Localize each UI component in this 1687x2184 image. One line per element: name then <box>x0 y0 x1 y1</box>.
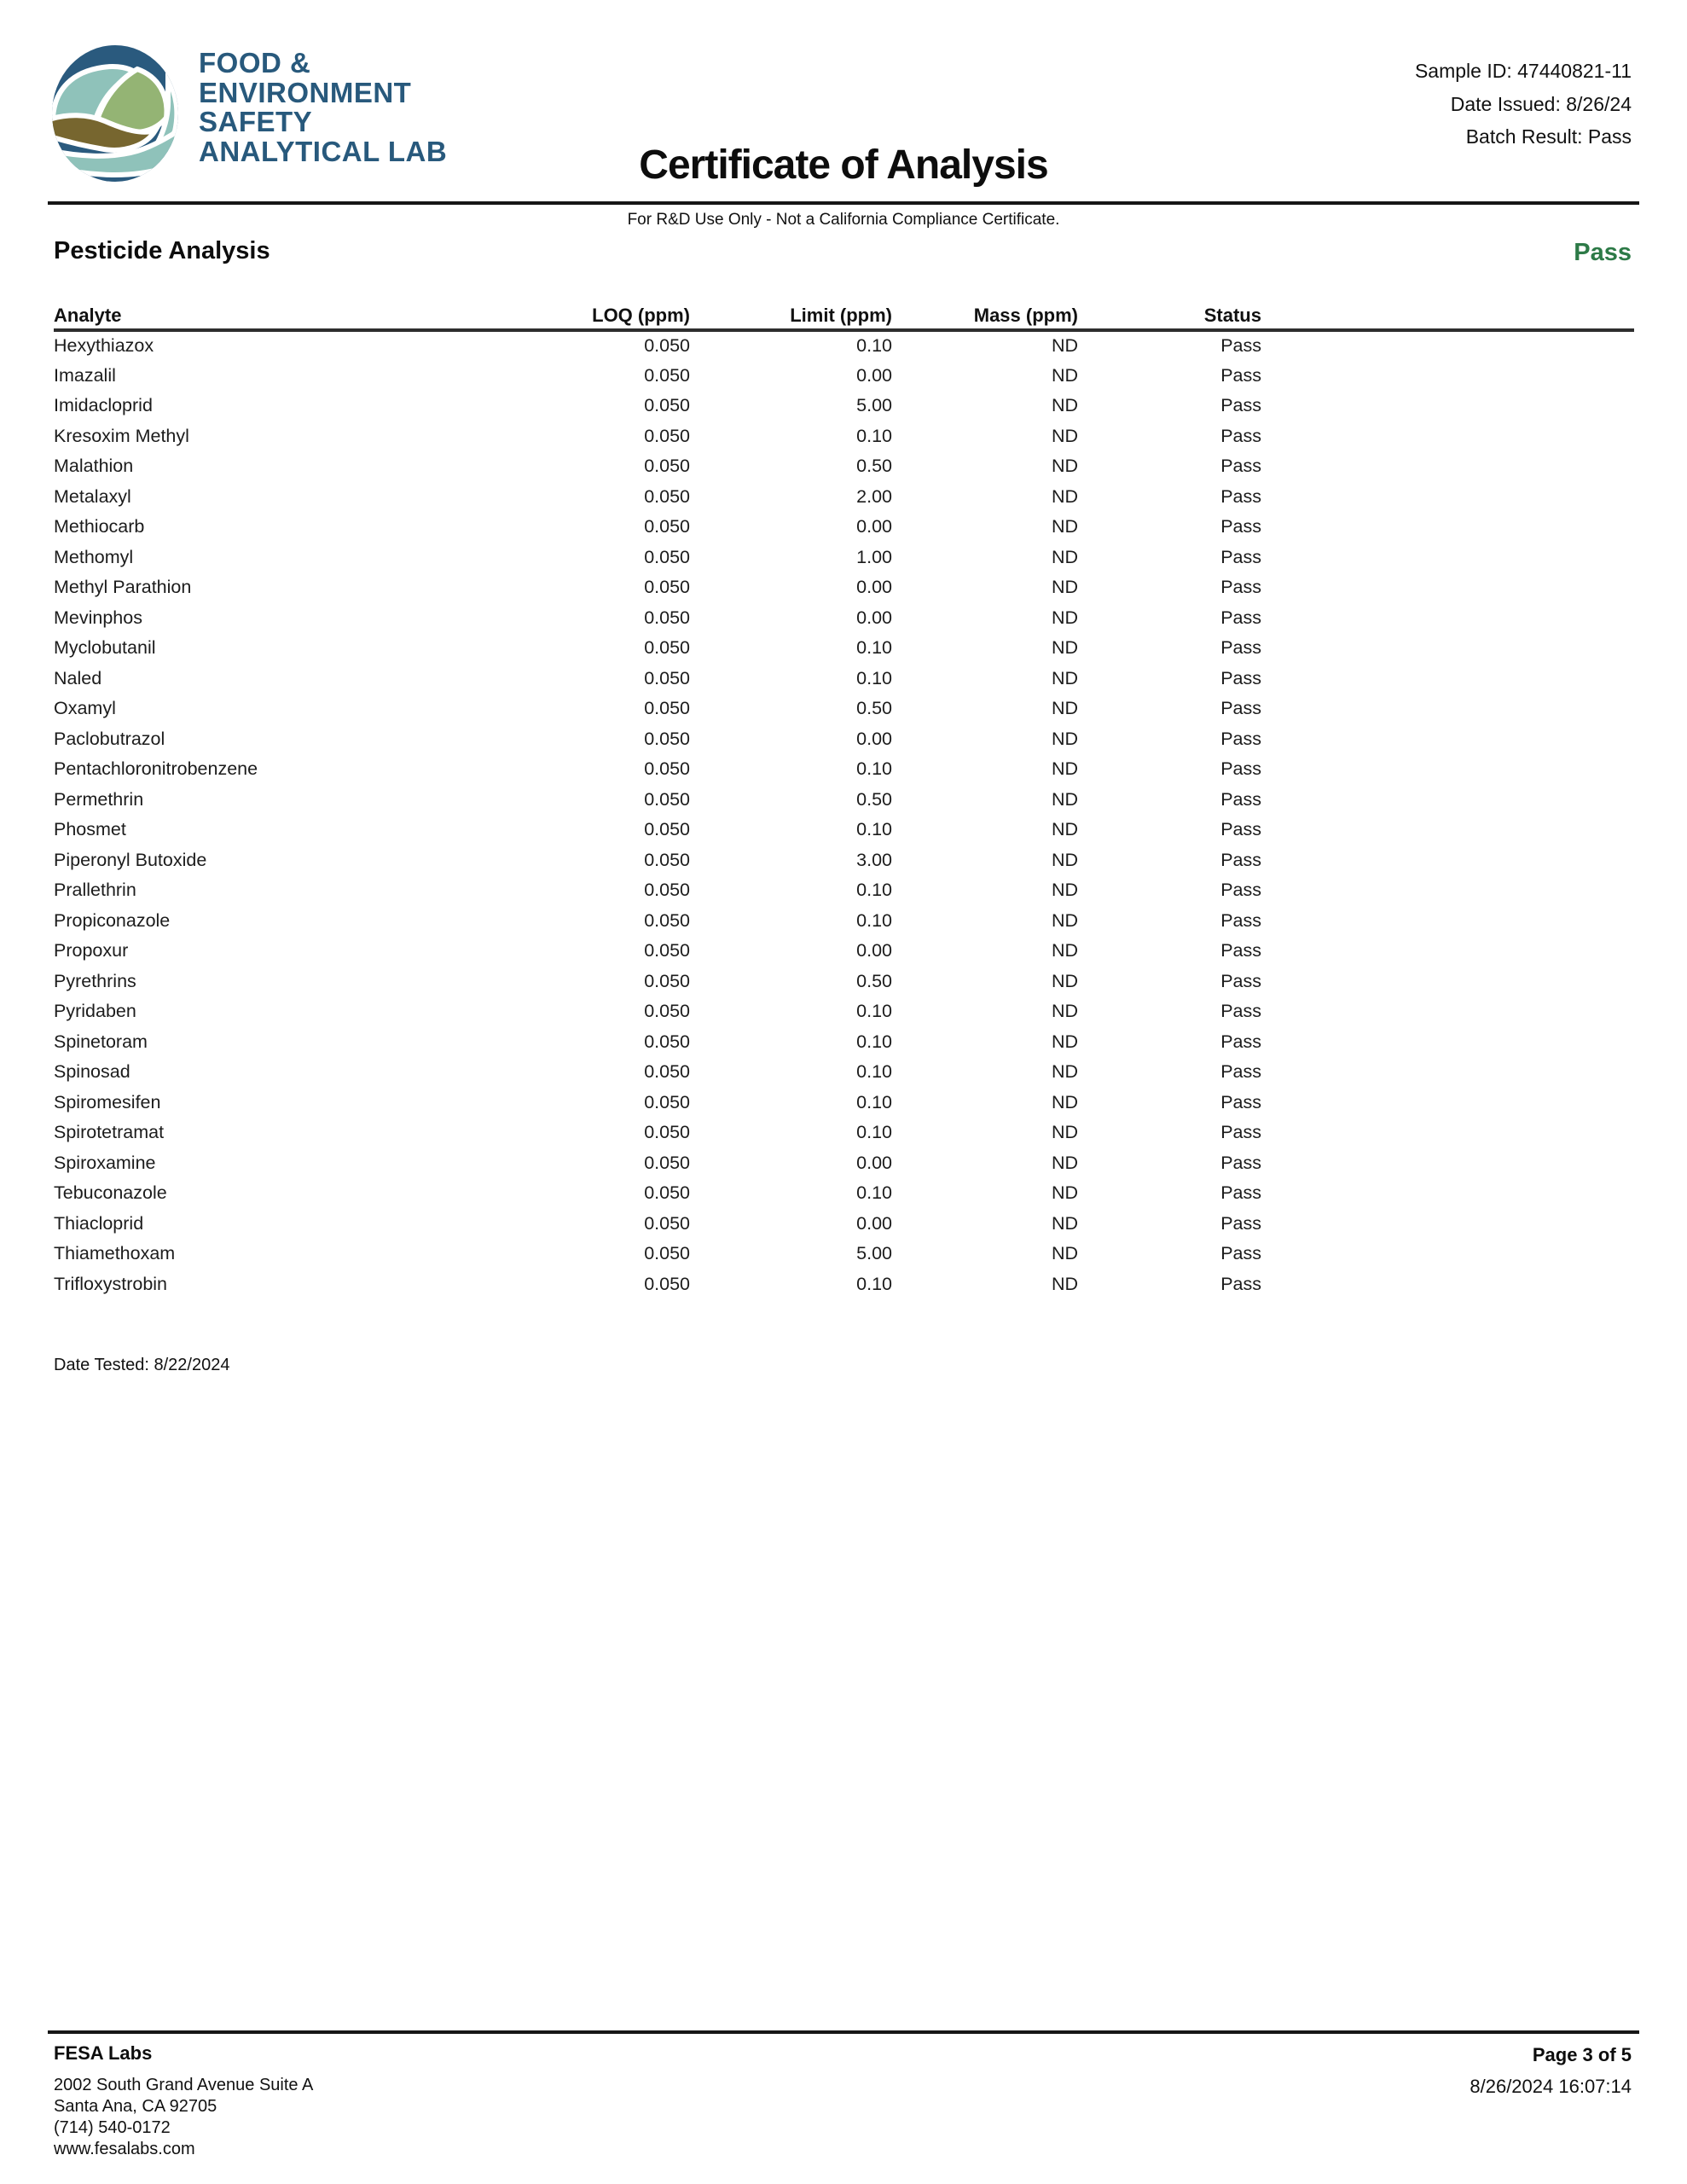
status-value: Pass <box>1220 940 1261 961</box>
table-row <box>54 391 1634 421</box>
limit-value: 0.50 <box>856 456 892 477</box>
date-tested: Date Tested: 8/22/2024 <box>54 1356 230 1374</box>
column-header-mass: Mass (ppm) <box>892 303 1078 330</box>
row-filler <box>1261 512 1634 543</box>
limit-value: 0.50 <box>856 788 892 810</box>
analyte-name: Methyl Parathion <box>54 577 192 598</box>
loq-value: 0.050 <box>644 516 690 537</box>
table-row <box>54 633 1634 664</box>
limit-value: 0.00 <box>856 940 892 961</box>
loq-value: 0.050 <box>644 456 690 477</box>
table-row <box>54 1088 1634 1118</box>
mass-value: ND <box>1051 516 1078 537</box>
status-value: Pass <box>1220 970 1261 991</box>
status-value: Pass <box>1220 819 1261 840</box>
loq-value: 0.050 <box>644 667 690 688</box>
loq-value: 0.050 <box>644 607 690 628</box>
row-filler <box>1261 664 1634 694</box>
analyte-table <box>54 303 1634 1299</box>
table-row <box>54 664 1634 694</box>
loq-value: 0.050 <box>644 1273 690 1294</box>
loq-value: 0.050 <box>644 637 690 659</box>
batch-result: Batch Result: Pass <box>1465 125 1632 148</box>
loq-value: 0.050 <box>644 1001 690 1022</box>
mass-value: ND <box>1051 909 1078 931</box>
footer-phone: (714) 540-0172 <box>54 2118 171 2137</box>
mass-value: ND <box>1051 880 1078 901</box>
row-filler <box>1261 875 1634 906</box>
loq-value: 0.050 <box>644 1212 690 1234</box>
analyte-name: Spiromesifen <box>54 1091 161 1112</box>
table-header-row <box>54 303 1634 330</box>
limit-value: 0.10 <box>856 1001 892 1022</box>
row-filler <box>1261 1057 1634 1088</box>
mass-value: ND <box>1051 698 1078 719</box>
loq-value: 0.050 <box>644 940 690 961</box>
mass-value: ND <box>1051 728 1078 749</box>
status-value: Pass <box>1220 577 1261 598</box>
mass-value: ND <box>1051 758 1078 780</box>
mass-value: ND <box>1051 335 1078 357</box>
table-row <box>54 451 1634 482</box>
analyte-name: Prallethrin <box>54 880 136 901</box>
mass-value: ND <box>1051 1273 1078 1294</box>
mass-value: ND <box>1051 485 1078 507</box>
status-value: Pass <box>1220 516 1261 537</box>
row-filler <box>1261 543 1634 573</box>
status-value: Pass <box>1220 849 1261 870</box>
table-row <box>54 1269 1634 1300</box>
analyte-name: Permethrin <box>54 788 144 810</box>
sample-id: Sample ID: 47440821-11 <box>1414 60 1632 82</box>
analyte-name: Spinosad <box>54 1061 130 1083</box>
row-filler <box>1261 967 1634 997</box>
analyte-name: Propiconazole <box>54 909 171 931</box>
limit-value: 0.00 <box>856 516 892 537</box>
analyte-name: Paclobutrazol <box>54 728 165 749</box>
status-value: Pass <box>1220 607 1261 628</box>
mass-value: ND <box>1051 395 1078 416</box>
limit-value: 2.00 <box>856 485 892 507</box>
analyte-name: Trifloxystrobin <box>54 1273 168 1294</box>
table-row <box>54 482 1634 513</box>
table-row <box>54 694 1634 724</box>
row-filler <box>1261 421 1634 452</box>
limit-value: 0.10 <box>856 637 892 659</box>
page-number: Page 3 of 5 <box>1532 2044 1632 2065</box>
footer-address <box>54 2075 313 2160</box>
analyte-name: Piperonyl Butoxide <box>54 849 207 870</box>
footer-page-info <box>1470 2044 1632 2098</box>
analyte-name: Propoxur <box>54 940 129 961</box>
table-row <box>54 603 1634 634</box>
analyte-name: Spiroxamine <box>54 1152 156 1173</box>
loq-value: 0.050 <box>644 849 690 870</box>
limit-value: 0.10 <box>856 1122 892 1143</box>
table-row <box>54 421 1634 452</box>
loq-value: 0.050 <box>644 1122 690 1143</box>
analyte-name: Phosmet <box>54 819 126 840</box>
mass-value: ND <box>1051 940 1078 961</box>
analyte-name: Pyrethrins <box>54 970 136 991</box>
loq-value: 0.050 <box>644 728 690 749</box>
analyte-name: Malathion <box>54 456 134 477</box>
row-filler <box>1261 633 1634 664</box>
analyte-name: Pyridaben <box>54 1001 136 1022</box>
analyte-name: Oxamyl <box>54 698 116 719</box>
limit-value: 0.10 <box>856 1031 892 1052</box>
limit-value: 0.00 <box>856 607 892 628</box>
table-row <box>54 815 1634 845</box>
document-subtitle: For R&D Use Only - Not a California Compliance Certificate. <box>627 211 1060 229</box>
analyte-name: Kresoxim Methyl <box>54 425 189 446</box>
column-header-status: Status <box>1078 303 1261 330</box>
status-value: Pass <box>1220 880 1261 901</box>
row-filler <box>1261 361 1634 392</box>
table-row <box>54 724 1634 755</box>
loq-value: 0.050 <box>644 1031 690 1052</box>
logo-line-1: FOOD & <box>199 47 311 78</box>
status-value: Pass <box>1220 758 1261 780</box>
row-filler <box>1261 1178 1634 1209</box>
limit-value: 0.10 <box>856 1273 892 1294</box>
table-row <box>54 1239 1634 1269</box>
row-filler <box>1261 1269 1634 1300</box>
analyte-name: Spinetoram <box>54 1031 148 1052</box>
footer-lab-info <box>54 2042 313 2160</box>
analyte-name: Naled <box>54 667 102 688</box>
status-value: Pass <box>1220 667 1261 688</box>
mass-value: ND <box>1051 1122 1078 1143</box>
status-value: Pass <box>1220 728 1261 749</box>
table-row <box>54 1057 1634 1088</box>
row-filler <box>1261 603 1634 634</box>
column-header-loq: LOQ (ppm) <box>565 303 690 330</box>
mass-value: ND <box>1051 1001 1078 1022</box>
row-filler <box>1261 936 1634 967</box>
footer-address-line-1: 2002 South Grand Avenue Suite A <box>54 2076 314 2094</box>
logo-line-4: ANALYTICAL LAB <box>199 135 448 167</box>
mass-value: ND <box>1051 425 1078 446</box>
table-row <box>54 1148 1634 1179</box>
loq-value: 0.050 <box>644 909 690 931</box>
limit-value: 0.10 <box>856 1091 892 1112</box>
mass-value: ND <box>1051 1091 1078 1112</box>
status-value: Pass <box>1220 395 1261 416</box>
table-row <box>54 845 1634 876</box>
table-row <box>54 906 1634 937</box>
analyte-name: Metalaxyl <box>54 485 131 507</box>
table-row <box>54 936 1634 967</box>
mass-value: ND <box>1051 456 1078 477</box>
footer-website: www.fesalabs.com <box>54 2140 195 2158</box>
mass-value: ND <box>1051 1061 1078 1083</box>
limit-value: 0.10 <box>856 1182 892 1204</box>
analyte-name: Hexythiazox <box>54 335 154 357</box>
mass-value: ND <box>1051 1212 1078 1234</box>
footer-divider <box>48 2030 1639 2034</box>
mass-value: ND <box>1051 819 1078 840</box>
limit-value: 0.10 <box>856 335 892 357</box>
loq-value: 0.050 <box>644 395 690 416</box>
mass-value: ND <box>1051 849 1078 870</box>
analyte-name: Thiacloprid <box>54 1212 144 1234</box>
limit-value: 0.10 <box>856 909 892 931</box>
row-filler <box>1261 815 1634 845</box>
row-filler <box>1261 572 1634 603</box>
mass-value: ND <box>1051 1182 1078 1204</box>
table-row <box>54 875 1634 906</box>
row-filler <box>1261 996 1634 1027</box>
status-value: Pass <box>1220 1091 1261 1112</box>
loq-value: 0.050 <box>644 485 690 507</box>
limit-value: 0.10 <box>856 1061 892 1083</box>
column-header-analyte: Analyte <box>54 303 565 330</box>
mass-value: ND <box>1051 667 1078 688</box>
limit-value: 0.10 <box>856 667 892 688</box>
mass-value: ND <box>1051 577 1078 598</box>
loq-value: 0.050 <box>644 819 690 840</box>
limit-value: 0.00 <box>856 728 892 749</box>
row-filler <box>1261 391 1634 421</box>
mass-value: ND <box>1051 1243 1078 1264</box>
status-value: Pass <box>1220 637 1261 659</box>
status-value: Pass <box>1220 1182 1261 1204</box>
limit-value: 0.10 <box>856 425 892 446</box>
sample-meta <box>1415 55 1632 154</box>
table-row <box>54 512 1634 543</box>
loq-value: 0.050 <box>644 1061 690 1083</box>
document-title: Certificate of Analysis <box>639 142 1048 188</box>
row-filler <box>1261 694 1634 724</box>
footer-address-line-2: Santa Ana, CA 92705 <box>54 2097 217 2116</box>
loq-value: 0.050 <box>644 758 690 780</box>
status-value: Pass <box>1220 485 1261 507</box>
limit-value: 0.00 <box>856 1152 892 1173</box>
row-filler <box>1261 330 1634 361</box>
status-value: Pass <box>1220 456 1261 477</box>
column-header-filler <box>1261 303 1634 330</box>
status-value: Pass <box>1220 546 1261 567</box>
limit-value: 0.50 <box>856 970 892 991</box>
row-filler <box>1261 1239 1634 1269</box>
mass-value: ND <box>1051 637 1078 659</box>
table-row <box>54 361 1634 392</box>
limit-value: 0.50 <box>856 698 892 719</box>
loq-value: 0.050 <box>644 1152 690 1173</box>
status-value: Pass <box>1220 335 1261 357</box>
row-filler <box>1261 724 1634 755</box>
row-filler <box>1261 906 1634 937</box>
limit-value: 0.10 <box>856 758 892 780</box>
row-filler <box>1261 1209 1634 1240</box>
table-row <box>54 572 1634 603</box>
mass-value: ND <box>1051 607 1078 628</box>
status-value: Pass <box>1220 425 1261 446</box>
status-value: Pass <box>1220 909 1261 931</box>
analyte-name: Pentachloronitrobenzene <box>54 758 258 780</box>
mass-value: ND <box>1051 970 1078 991</box>
loq-value: 0.050 <box>644 546 690 567</box>
limit-value: 3.00 <box>856 849 892 870</box>
table-row <box>54 1027 1634 1058</box>
table-row <box>54 1178 1634 1209</box>
status-value: Pass <box>1220 1152 1261 1173</box>
loq-value: 0.050 <box>644 1182 690 1204</box>
status-value: Pass <box>1220 1031 1261 1052</box>
table-row <box>54 1209 1634 1240</box>
analyte-name: Myclobutanil <box>54 637 156 659</box>
limit-value: 0.00 <box>856 364 892 386</box>
status-value: Pass <box>1220 1001 1261 1022</box>
row-filler <box>1261 1088 1634 1118</box>
logo-line-2: ENVIRONMENT <box>199 76 412 108</box>
loq-value: 0.050 <box>644 970 690 991</box>
table-row <box>54 543 1634 573</box>
loq-value: 0.050 <box>644 335 690 357</box>
analyte-name: Methiocarb <box>54 516 145 537</box>
analyte-name: Mevinphos <box>54 607 142 628</box>
limit-value: 1.00 <box>856 546 892 567</box>
status-value: Pass <box>1220 364 1261 386</box>
status-value: Pass <box>1220 1122 1261 1143</box>
date-issued: Date Issued: 8/26/24 <box>1450 92 1632 115</box>
status-value: Pass <box>1220 1061 1261 1083</box>
loq-value: 0.050 <box>644 577 690 598</box>
print-timestamp: 8/26/2024 16:07:14 <box>1470 2076 1632 2097</box>
mass-value: ND <box>1051 364 1078 386</box>
mass-value: ND <box>1051 546 1078 567</box>
mass-value: ND <box>1051 1152 1078 1173</box>
status-value: Pass <box>1220 788 1261 810</box>
loq-value: 0.050 <box>644 698 690 719</box>
mass-value: ND <box>1051 788 1078 810</box>
table-row <box>54 785 1634 816</box>
status-value: Pass <box>1220 1212 1261 1234</box>
status-value: Pass <box>1220 698 1261 719</box>
analyte-name: Imidacloprid <box>54 395 153 416</box>
loq-value: 0.050 <box>644 425 690 446</box>
row-filler <box>1261 1027 1634 1058</box>
table-row <box>54 1118 1634 1148</box>
row-filler <box>1261 482 1634 513</box>
table-row <box>54 996 1634 1027</box>
logo-line-3: SAFETY <box>199 106 313 137</box>
analyte-name: Thiamethoxam <box>54 1243 176 1264</box>
analyte-name: Imazalil <box>54 364 116 386</box>
limit-value: 5.00 <box>856 1243 892 1264</box>
section-title: Pesticide Analysis <box>54 237 270 264</box>
row-filler <box>1261 1148 1634 1179</box>
footer-lab-name: FESA Labs <box>54 2042 153 2064</box>
limit-value: 0.00 <box>856 577 892 598</box>
status-value: Pass <box>1220 1243 1261 1264</box>
row-filler <box>1261 845 1634 876</box>
analyte-name: Methomyl <box>54 546 134 567</box>
mass-value: ND <box>1051 1031 1078 1052</box>
title-divider <box>48 201 1639 205</box>
row-filler <box>1261 785 1634 816</box>
loq-value: 0.050 <box>644 788 690 810</box>
table-row <box>54 330 1634 361</box>
analyte-name: Tebuconazole <box>54 1182 167 1204</box>
table-row <box>54 754 1634 785</box>
loq-value: 0.050 <box>644 364 690 386</box>
limit-value: 0.00 <box>856 1212 892 1234</box>
limit-value: 0.10 <box>856 880 892 901</box>
loq-value: 0.050 <box>644 1091 690 1112</box>
loq-value: 0.050 <box>644 1243 690 1264</box>
column-header-limit: Limit (ppm) <box>690 303 892 330</box>
status-value: Pass <box>1220 1273 1261 1294</box>
limit-value: 5.00 <box>856 395 892 416</box>
row-filler <box>1261 1118 1634 1148</box>
loq-value: 0.050 <box>644 880 690 901</box>
row-filler <box>1261 451 1634 482</box>
table-row <box>54 967 1634 997</box>
analyte-name: Spirotetramat <box>54 1122 165 1143</box>
section-result-badge: Pass <box>1574 239 1632 266</box>
row-filler <box>1261 754 1634 785</box>
limit-value: 0.10 <box>856 819 892 840</box>
